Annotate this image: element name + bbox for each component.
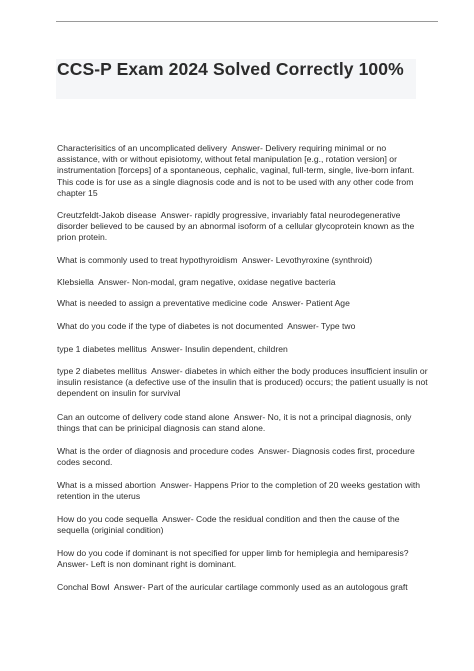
question-text: Characterisitics of an uncomplicated delivery [57,143,228,153]
question-text: What is needed to assign a preventative medicine code [57,298,268,308]
qa-entry [57,412,429,434]
question-text: type 2 diabetes mellitus [57,366,147,376]
qa-entry [57,366,429,400]
question-text: Can an outcome of delivery code stand alone [57,412,230,422]
question-text: What is commonly used to treat hypothyroidism [57,255,238,265]
answer-text: Answer- Happens Prior to the completion of 20 weeks gestation with retention in the uterus [57,480,421,502]
question-text: What is a missed abortion [57,480,156,490]
qa-entry [57,548,429,570]
question-text: Conchal Bowl [57,582,110,592]
qa-entry [57,480,429,502]
question-text: Klebsiella [57,277,94,287]
answer-text: Answer- Delivery requiring minimal or no assistance, with or without episiotomy, without fetal manipulation [e.g., rotation version] or instrumentation [forceps] of a spontaneous, cephalic, vaginal, full-term, single, live-born infant. This code is for use as a single diagnosis code and is not to be used with any other code from chapter 15 [57,143,415,198]
qa-entry [57,344,429,355]
qa-entry [57,446,429,468]
qa-entry [57,255,429,266]
qa-entry [57,582,429,593]
question-text: type 1 diabetes mellitus [57,344,147,354]
answer-text: Answer- Non-modal, gram negative, oxidase negative bacteria [98,277,336,287]
question-text: Creutzfeldt-Jakob disease [57,210,157,220]
answer-text: Answer- Diagnosis codes first, procedure codes second. [57,446,415,468]
qa-entry [57,321,429,332]
answer-text: Answer- Patient Age [272,298,350,308]
answer-text: Answer- Left is non dominant right is dominant. [57,559,237,570]
top-divider [56,21,438,22]
question-text: What is the order of diagnosis and procedure codes [57,446,254,456]
qa-entry [57,143,429,199]
document-title: CCS-P Exam 2024 Solved Correctly 100% [57,59,404,79]
answer-text: Answer- diabetes in which either the body produces insufficient insulin or insulin resistance (a defective use of the insulin that is produced) occurs; the patient usually is not dependent on insulin for survival [57,366,428,399]
answer-text: Answer- Levothyroxine (synthroid) [241,255,373,265]
question-text: How do you code if dominant is not specified for upper limb for hemiplegia and hemiparesis? [57,548,409,558]
qa-entry [57,298,429,309]
qa-entry [57,277,429,288]
answer-text: Answer- No, it is not a principal diagnosis, only things that can be prinicipal diagnosis can stand alone. [57,412,412,434]
answer-text: Answer- Part of the auricular cartilage commonly used as an autologous graft [113,582,408,592]
qa-entry [57,210,429,244]
question-text: How do you code sequella [57,514,158,524]
qa-entry [57,514,429,536]
question-text: What do you code if the type of diabetes is not documented [57,321,283,331]
answer-text: Answer- Insulin dependent, children [151,344,288,354]
answer-text: Answer- Code the residual condition and then the cause of the sequella (originial condition) [57,514,400,536]
answer-text: Answer- Type two [287,321,356,331]
answer-text: Answer- rapidly progressive, invariably fatal neurodegenerative disorder believed to be caused by an abnormal isoform of a cellular glycoprotein known as the prion protein. [57,210,415,243]
